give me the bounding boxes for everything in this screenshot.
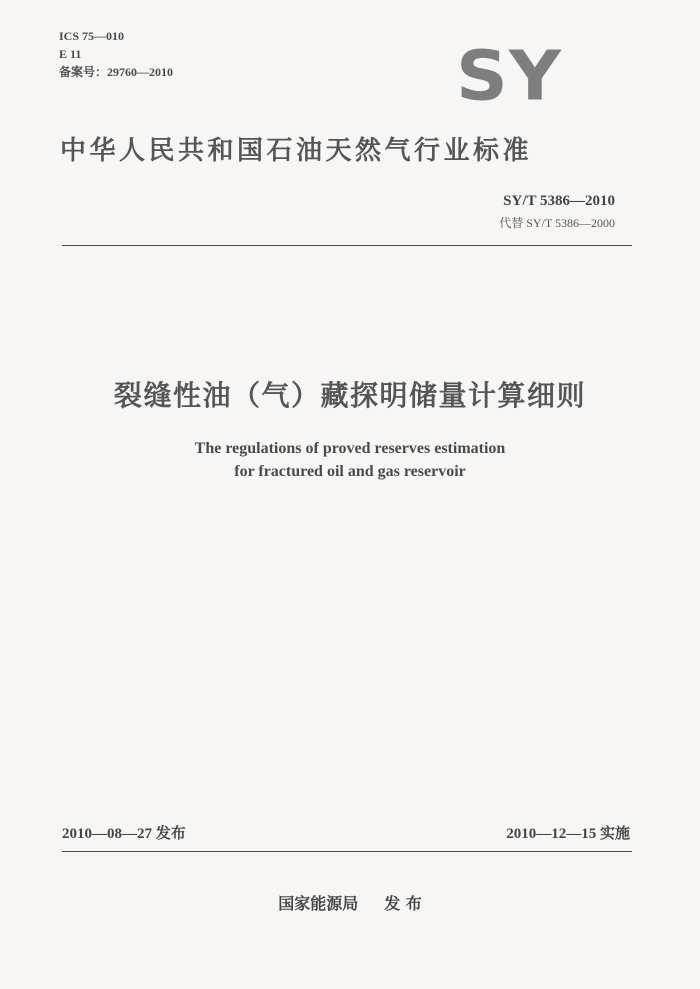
issuer-line [0, 891, 700, 914]
organization-title: 中华人民共和国石油天然气行业标准 [60, 136, 533, 166]
sy-logo: SY [456, 36, 562, 116]
standard-number: SY/T 5386—2010 [503, 193, 615, 209]
filing-number: 备案号：29760—2010 [59, 65, 174, 79]
ics-code: ICS 75—010 [59, 29, 125, 43]
issue-date: 2010—08—27 发布 [62, 826, 186, 842]
bottom-divider [62, 851, 632, 852]
issuer-name: 国家能源局 [278, 894, 359, 913]
chinese-title: 裂缝性油（气）藏探明储量计算细则 [113, 379, 586, 412]
classification-block [59, 27, 173, 81]
english-title-line-2: for fractured oil and gas reservoir [234, 463, 466, 480]
english-title-line-1: The regulations of proved reserves estimation [194, 440, 506, 457]
classification-code: E 11 [59, 47, 82, 61]
top-divider [62, 245, 632, 246]
replaces-note: 代替 SY/T 5386—2000 [499, 216, 615, 230]
effective-date: 2010—12—15 实施 [506, 826, 630, 842]
standard-code-block [499, 193, 615, 231]
issuer-action: 发 布 [384, 894, 422, 913]
english-title [0, 437, 700, 483]
